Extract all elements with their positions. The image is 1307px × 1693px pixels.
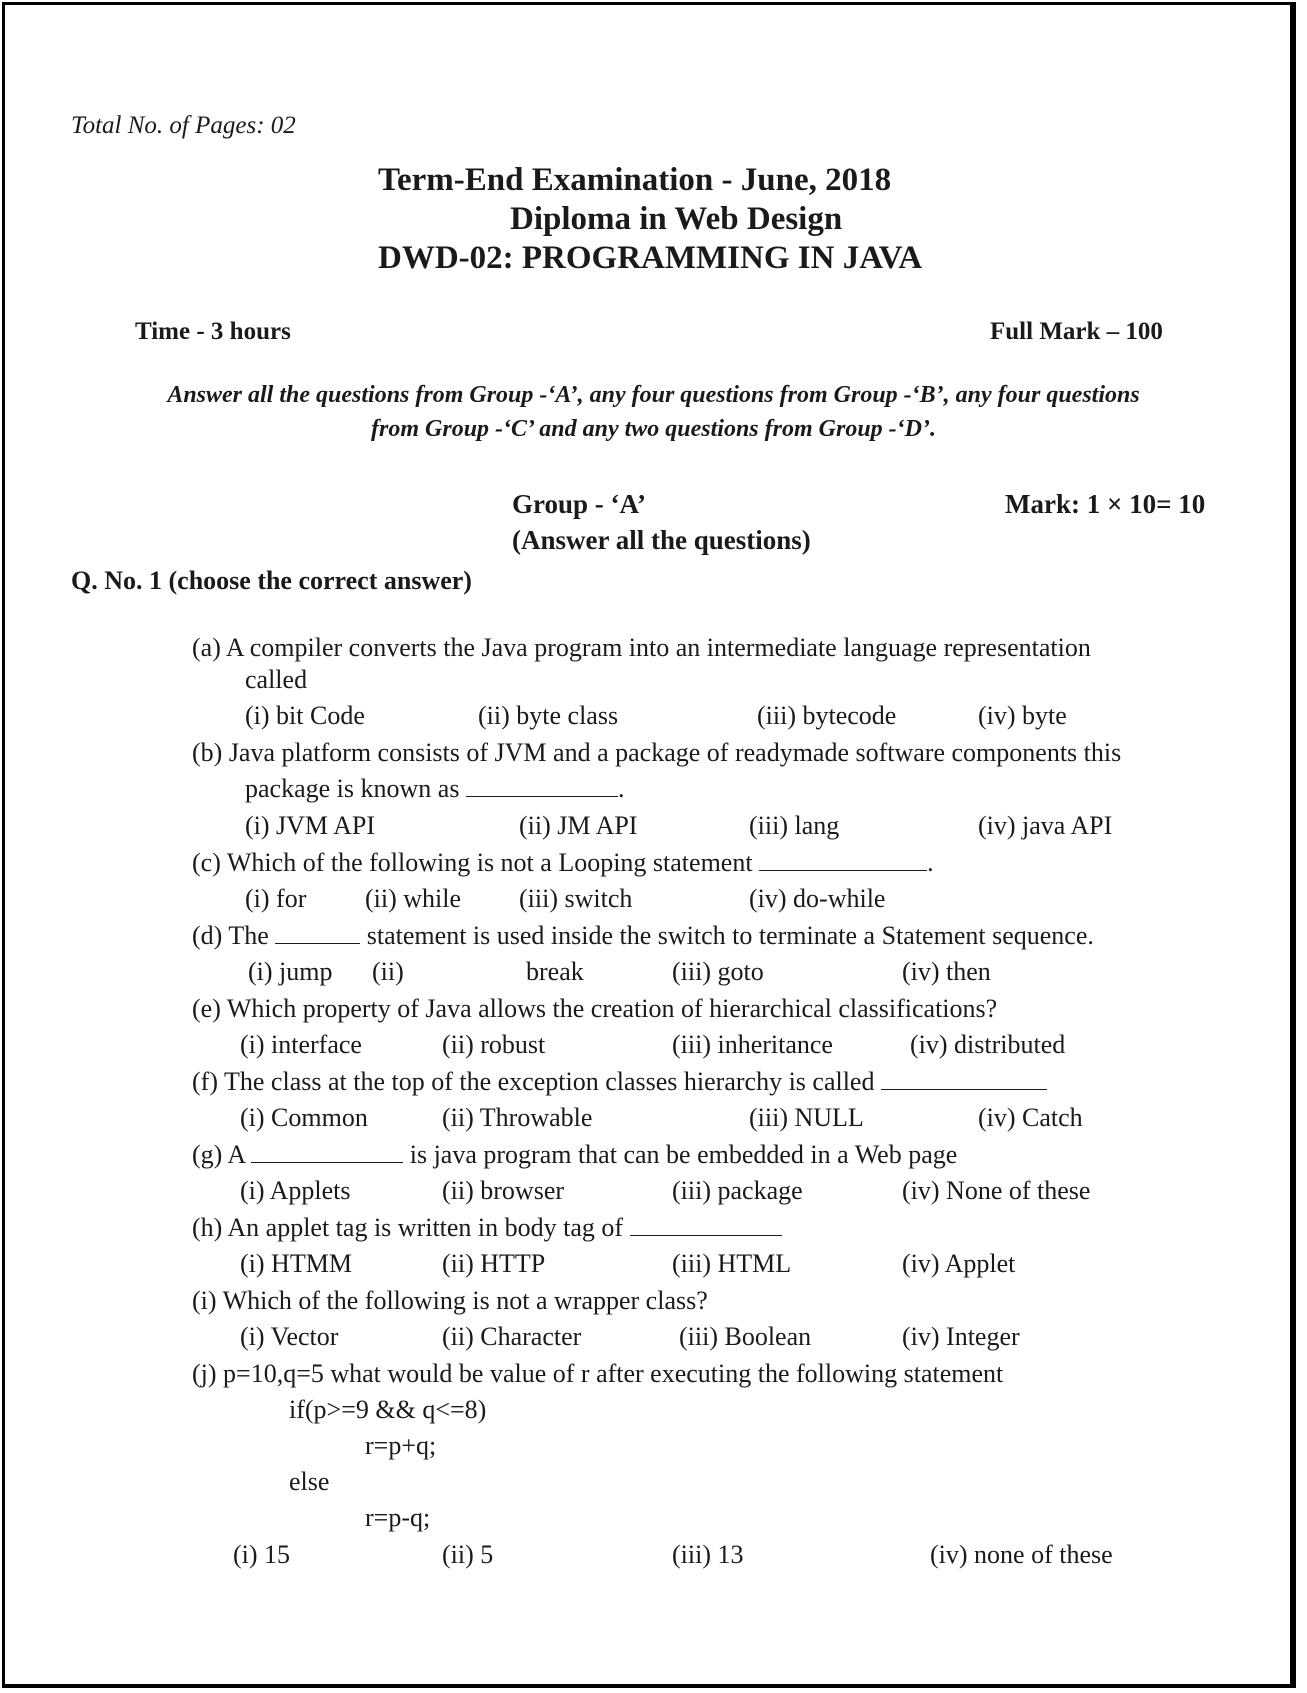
option-e-ii: (ii) robust [442,1030,546,1059]
option-b-ii: (ii) JM API [519,811,638,840]
option-c-i: (i) for [245,884,307,913]
option-h-iii: (iii) HTML [672,1249,792,1278]
question-i-stem: (i) Which of the following is not a wrapper class? [192,1286,708,1315]
option-b-iii: (iii) lang [749,811,840,840]
option-e-iii: (iii) inheritance [672,1030,833,1059]
option-j-ii: (ii) 5 [442,1540,494,1569]
option-g-i: (i) Applets [240,1176,351,1205]
option-j-i: (i) 15 [233,1540,291,1569]
option-d-iv: (iv) then [902,957,991,986]
question-h-stem [192,1213,782,1243]
question-d-text: (d) The [192,921,269,950]
option-i-iv: (iv) Integer [902,1322,1020,1351]
question-c-stem [192,848,934,878]
question-number: Q. No. 1 (choose the correct answer) [71,566,472,595]
question-b-stem: (b) Java platform consists of JVM and a package of readymade software components this [192,738,1122,767]
question-c-end: . [927,848,934,877]
option-c-ii: (ii) while [365,884,462,913]
option-e-iv: (iv) distributed [910,1030,1066,1059]
option-b-iv: (iv) java API [978,811,1113,840]
answer-blank [881,1069,1047,1090]
diploma-title: Diploma in Web Design [510,201,843,237]
instructions-line-1: Answer all the questions from Group -‘A’, any four questions from Group -‘B’, any four questions [167,382,1140,408]
question-e-stem: (e) Which property of Java allows the creation of hierarchical classifications? [192,994,998,1023]
option-a-iv: (iv) byte [978,701,1067,730]
question-f-text: (f) The class at the top of the exception classes hierarchy is called [192,1067,875,1096]
total-pages: Total No. of Pages: 02 [71,112,296,139]
option-d-i: (i) jump [248,957,333,986]
question-f-stem [192,1067,1047,1097]
option-f-iii: (iii) NULL [749,1103,864,1132]
full-mark: Full Mark – 100 [990,318,1163,345]
option-e-i: (i) interface [240,1030,362,1059]
question-a-stem: (a) A compiler converts the Java program into an intermediate language representation [192,633,1091,662]
question-b-stem-cont [245,774,624,804]
answer-blank [630,1215,782,1236]
question-d-text-end: statement is used inside the switch to terminate a Statement sequence. [366,921,1094,950]
question-g-stem [192,1140,957,1170]
question-j-stem: (j) p=10,q=5 what would be value of r after executing the following statement [192,1359,1004,1388]
question-a-stem-cont: called [245,665,308,694]
answer-blank [251,1142,403,1163]
option-d-iii: (iii) goto [672,957,764,986]
option-f-iv: (iv) Catch [978,1103,1083,1132]
option-c-iii: (iii) switch [519,884,633,913]
option-b-i: (i) JVM API [245,811,376,840]
option-j-iv: (iv) none of these [930,1540,1113,1569]
answer-blank [466,776,618,797]
option-i-i: (i) Vector [240,1322,339,1351]
option-g-iii: (iii) package [672,1176,803,1205]
question-b-end: . [617,774,625,803]
option-h-i: (i) HTMM [240,1249,352,1278]
group-name: Group - ‘A’ [512,489,646,519]
question-d-stem [192,921,1094,951]
question-h-text: (h) An applet tag is written in body tag of [192,1213,624,1242]
question-g-text: (g) A [192,1140,245,1169]
option-d-ii-text: break [526,957,584,986]
option-i-iii: (iii) Boolean [679,1322,812,1351]
option-a-i: (i) bit Code [245,701,365,730]
option-a-iii: (iii) bytecode [757,701,897,730]
option-c-iv: (iv) do-while [749,884,886,913]
option-i-ii: (ii) Character [442,1322,582,1351]
option-a-ii: (ii) byte class [478,701,619,730]
exam-title: Term-End Examination - June, 2018 [378,162,892,198]
question-b-text: package is known as [245,774,460,803]
question-c-text: (c) Which of the following is not a Looping statement [192,848,753,877]
option-g-ii: (ii) browser [442,1176,565,1205]
exam-time: Time - 3 hours [135,318,291,345]
option-h-ii: (ii) HTTP [442,1249,546,1278]
option-f-ii: (ii) Throwable [442,1103,593,1132]
code-line: r=p+q; [365,1431,437,1460]
answer-blank [759,850,927,871]
code-line: r=p-q; [365,1503,431,1532]
instructions-line-2: from Group -‘C’ and any two questions from Group -‘D’. [371,416,936,442]
option-h-iv: (iv) Applet [902,1249,1016,1278]
option-d-ii: (ii) [372,957,404,986]
group-marks: Mark: 1 × 10= 10 [1005,489,1206,519]
course-title: DWD-02: PROGRAMMING IN JAVA [378,240,923,276]
code-line: else [289,1467,330,1496]
code-line: if(p>=9 && q<=8) [289,1395,487,1424]
option-g-iv: (iv) None of these [902,1176,1091,1205]
answer-blank [275,923,360,944]
option-j-iii: (iii) 13 [672,1540,744,1569]
group-note: (Answer all the questions) [512,525,811,555]
option-f-i: (i) Common [240,1103,368,1132]
question-g-text-end: is java program that can be embedded in a Web page [409,1140,958,1169]
